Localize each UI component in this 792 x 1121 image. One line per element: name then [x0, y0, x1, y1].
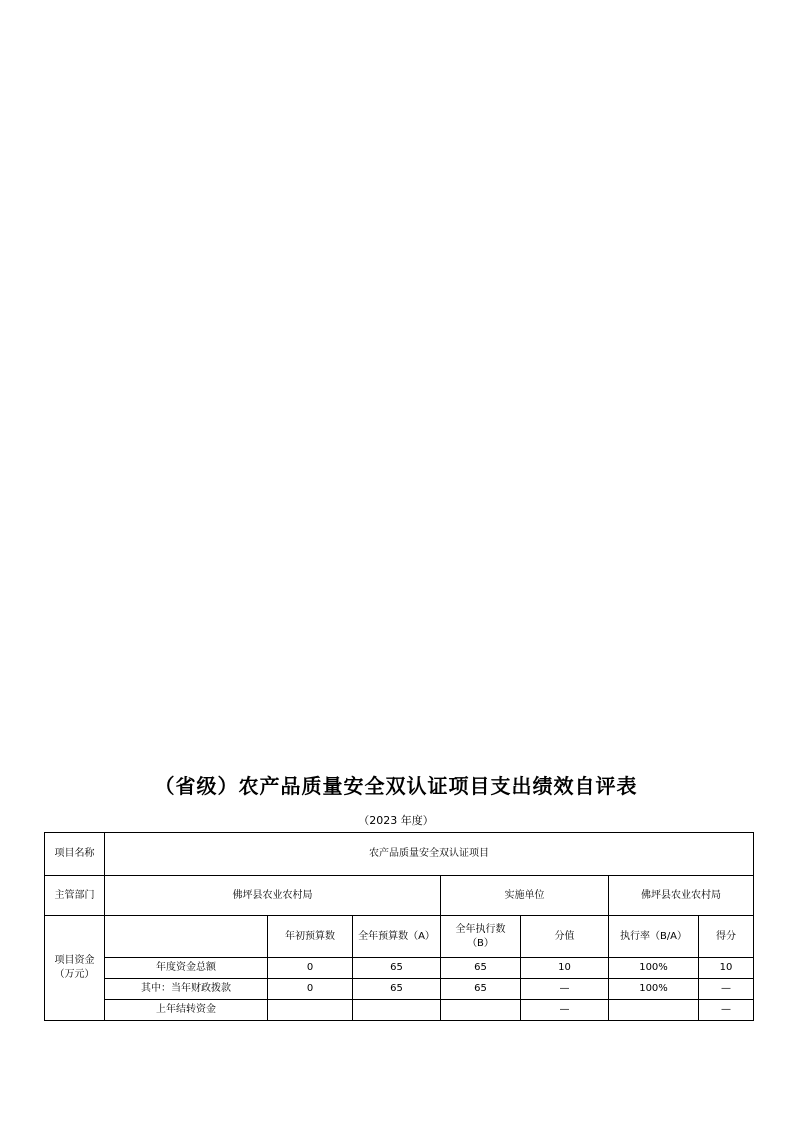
cell-annual: 65 [353, 958, 441, 979]
project-name-label: 项目名称 [45, 833, 105, 876]
row-funds-header [45, 916, 754, 958]
cell-executed [441, 1000, 521, 1021]
row-total-funds [45, 958, 754, 979]
impl-unit-label: 实施单位 [441, 876, 609, 916]
header-score-value: 分值 [521, 916, 609, 958]
header-executed [441, 916, 521, 958]
cell-rate: 100% [609, 979, 699, 1000]
cell-executed: 65 [441, 958, 521, 979]
cell-score: — [699, 1000, 754, 1021]
funds-label-cell [45, 916, 105, 1021]
funds-label: 项目资金 [54, 955, 95, 966]
row-carryover [45, 1000, 754, 1021]
header-initial-budget: 年初预算数 [268, 916, 353, 958]
funds-unit: （万元） [54, 969, 95, 980]
row-label: 年度资金总额 [105, 958, 268, 979]
cell-rate: 100% [609, 958, 699, 979]
cell-initial [268, 1000, 353, 1021]
row-department [45, 876, 754, 916]
dept-label: 主管部门 [45, 876, 105, 916]
row-fiscal-allocation [45, 979, 754, 1000]
header-annual-budget: 全年预算数（A） [353, 916, 441, 958]
cell-rate [609, 1000, 699, 1021]
header-executed-line2: （B） [467, 937, 494, 949]
project-name-value: 农产品质量安全双认证项目 [105, 833, 754, 876]
cell-initial: 0 [268, 958, 353, 979]
row-project-name [45, 833, 754, 876]
header-executed-line1: 全年执行数 [455, 923, 506, 935]
cell-score-value: — [521, 1000, 609, 1021]
cell-score: — [699, 979, 754, 1000]
header-score: 得分 [699, 916, 754, 958]
cell-score-value: — [521, 979, 609, 1000]
blank-header-cell [105, 916, 268, 958]
year-subtitle: （2023 年度） [358, 814, 434, 827]
impl-unit-value: 佛坪县农业农村局 [609, 876, 754, 916]
evaluation-table [44, 832, 754, 1021]
header-exec-rate: 执行率（B/A） [609, 916, 699, 958]
row-label: 其中：当年财政拨款 [105, 979, 268, 1000]
cell-annual [353, 1000, 441, 1021]
page-title: （省级）农产品质量安全双认证项目支出绩效自评表 [154, 774, 638, 798]
cell-annual: 65 [353, 979, 441, 1000]
cell-score-value: 10 [521, 958, 609, 979]
cell-initial: 0 [268, 979, 353, 1000]
cell-executed: 65 [441, 979, 521, 1000]
cell-score: 10 [699, 958, 754, 979]
row-label: 上年结转资金 [105, 1000, 268, 1021]
dept-value: 佛坪县农业农村局 [105, 876, 441, 916]
